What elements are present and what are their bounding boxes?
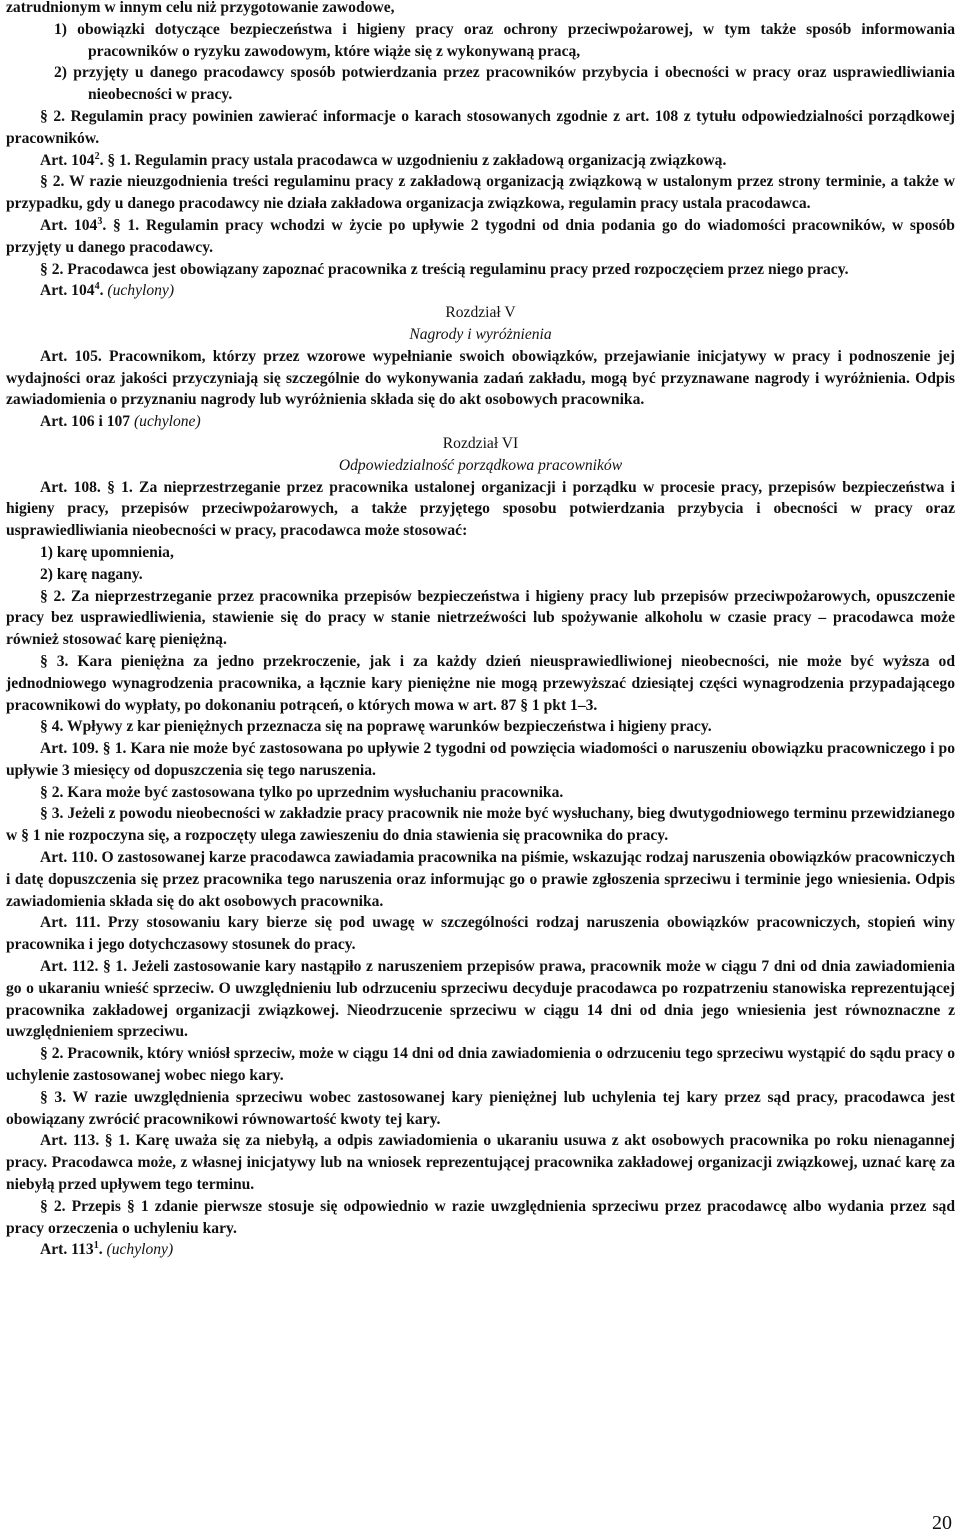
list-item: 1) karę upomnienia, <box>40 543 174 561</box>
article-113: Art. 113. § 1. Karę uważa się za niebyłą, a odpis zawiadomienia o ukaraniu usuwa z akt osobowych pracownika po roku nienagannej pracy. Pracodawca może, z własnej inicjatywy lub na wniosek reprezentującej pracownika zakładowej organizacji związkowej, uznać karę za niebyłą przed upływem tego terminu. <box>6 1132 955 1194</box>
article-105: Art. 105. Pracownikom, którzy przez wzorowe wypełnianie swoich obowiązków, przejawianie inicjatywy w pracy i podnoszenie jej wydajności oraz jakości przyczyniają się szczególnie do wykonywania zadań zakładu, mogą być przyznawane nagrody i wyróżnienia. Odpis zawiadomienia o przyznaniu nagrody lub wyróżnienia składa się do akt osobowych pracownika. <box>6 347 955 409</box>
page-number: 20 <box>932 1512 952 1534</box>
paragraph: § 3. W razie uwzględnienia sprzeciwu wobec zastosowanej kary pieniężnej lub uchylenia tej kary przez sąd pracy, pracodawca jest obowiązany zwrócić pracownikowi równowartość kwoty tej kary. <box>6 1088 955 1128</box>
article-104-4: Art. $104^4$. (uchylony) <box>40 281 175 300</box>
article-109: Art. 109. § 1. Kara nie może być zastosowana po upływie 2 tygodni od powzięcia wiadomości o naruszeniu obowiązku pracowniczego i po upływie 3 miesięcy od dopuszczenia się tego naruszenia. <box>6 740 955 779</box>
list-item: 2) karę nagany. <box>40 565 143 583</box>
chapter-title: Rozdział VI <box>442 434 519 452</box>
article-111: Art. 111. Przy stosowaniu kary bierze się pod uwagę w szczególności rodzaj naruszenia obowiązków pracowniczych, stopień winy pracownika i jego dotychczasowy stosunek do pracy. <box>6 914 955 954</box>
article-104-2: Art. $104^2$. § 1. Regulamin pracy ustala pracodawca w uzgodnieniu z zakładową organizacją związkową. <box>40 150 727 169</box>
chapter-title: Rozdział V <box>445 304 516 322</box>
document-body <box>6 0 955 1261</box>
chapter-subtitle: Nagrody i wyróżnienia <box>409 325 552 343</box>
paragraph: § 2. Kara może być zastosowana tylko po uprzednim wysłuchaniu pracownika. <box>40 783 564 801</box>
article-108: Art. 108. § 1. Za nieprzestrzeganie przez pracownika ustalonej organizacji i porządku w procesie pracy, przepisów bezpieczeństwa i higieny pracy, przepisów przeciwpożarowych, a także przyjętego sposobu potwierdzania przybycia i obecności w pracy oraz usprawiedliwiania nieobecności w pracy, pracodawca może stosować: <box>6 478 955 540</box>
paragraph: § 2. Za nieprzestrzeganie przez pracownika przepisów bezpieczeństwa i higieny pracy lub przepisów przeciwpożarowych, opuszczenie pracy bez usprawiedliwienia, stawienie się do pracy w stanie nietrzeźwości lub spożywanie alkoholu w czasie pracy – pracodawca może również stosować karę pieniężną. <box>6 587 955 649</box>
paragraph: § 4. Wpływy z kar pieniężnych przeznacza się na poprawę warunków bezpieczeństwa i higieny pracy. <box>40 718 712 736</box>
chapter-subtitle: Odpowiedzialność porządkowa pracowników <box>338 456 623 474</box>
article-112: Art. 112. § 1. Jeżeli zastosowanie kary nastąpiło z naruszeniem przepisów prawa, pracownik może w ciągu 7 dni od dnia zawiadomienia go o ukaraniu wnieść sprzeciw. O uwzględnieniu lub odrzuceniu sprzeciwu decyduje pracodawca po rozpatrzeniu stanowiska reprezentującej pracownika zakładowej organizacji związkowej. Nieodrzucenie sprzeciwu w ciągu 14 dni od dnia jego wniesienia jest równoznaczne z uwzględnieniem sprzeciwu. <box>6 958 955 1041</box>
article-113-1: Art. $113^1$. (uchylony) <box>40 1240 174 1259</box>
paragraph: § 2. Pracodawca jest obowiązany zapoznać pracownika z treścią regulaminu pracy przed rozpoczęciem przez niego pracy. <box>40 260 849 278</box>
paragraph: § 2. W razie nieuzgodnienia treści regulaminu pracy z zakładową organizacją związkową w ustalonym przez strony terminie, a także w przypadku, gdy u danego pracodawcy nie działa zakładowa organizacja związkowa, regulamin pracy ustala pracodawca. <box>6 173 955 213</box>
paragraph: § 3. Jeżeli z powodu nieobecności w zakładzie pracy pracownik nie może być wysłuchany, bieg dwutygodniowego terminu przewidzianego w § 1 nie rozpoczyna się, a rozpoczęty ulega zawieszeniu do dnia stawienia się pracownika do pracy. <box>6 805 955 845</box>
paragraph: § 2. Przepis § 1 zdanie pierwsze stosuje się odpowiednio w razie uwzględnienia sprzeciwu przez pracodawcę albo wydania przez sąd pracy orzeczenia o uchyleniu kary. <box>6 1197 955 1237</box>
paragraph: § 2. Pracownik, który wniósł sprzeciw, może w ciągu 14 dni od dnia zawiadomienia o odrzuceniu tego sprzeciwu wystąpić do sądu pracy o uchylenie zastosowanej wobec niego kary. <box>6 1045 955 1085</box>
paragraph: § 2. Regulamin pracy powinien zawierać informacje o karach stosowanych zgodnie z art. 108 z tytułu odpowiedzialności porządkowej pracowników. <box>6 107 955 147</box>
article-104-3: Art. $104^3$. § 1. Regulamin pracy wchodzi w życie po upływie 2 tygodni od dnia podania go do wiadomości pracowników, w sposób przyjęty u danego pracodawcy. <box>6 215 955 256</box>
paragraph: § 3. Kara pieniężna za jedno przekroczenie, jak i za każdy dzień nieusprawiedliwionej nieobecności, nie może być wyższa od jednodniowego wynagrodzenia pracownika, a łącznie kary pieniężne nie mogą przewyższać dziesiątej części wynagrodzenia przypadającego pracownikowi do wypłaty, po dokonaniu potrąceń, o których mowa w art. 87 § 1 pkt 1–3. <box>6 652 955 714</box>
list-item: 1) obowiązki dotyczące bezpieczeństwa i higieny pracy oraz ochrony przeciwpożarowej, w tym także sposób informowania pracowników o ryzyku zawodowym, które wiąże się z wykonywaną pracą, <box>54 20 955 60</box>
article-110: Art. 110. O zastosowanej karze pracodawca zawiadamia pracownika na piśmie, wskazując rodzaj naruszenia obowiązków pracowniczych i datę dopuszczenia się przez pracownika tego naruszenia oraz informując go o prawie zgłoszenia sprzeciwu i terminie jego wniesienia. Odpis zawiadomienia składa się do akt osobowych pracownika. <box>6 849 955 910</box>
paragraph: zatrudnionym w innym celu niż przygotowanie zawodowe, <box>6 0 395 16</box>
list-item: 2) przyjęty u danego pracodawcy sposób potwierdzania przez pracowników przybycia i obecności w pracy oraz usprawiedliwiania nieobecności w pracy. <box>54 64 955 104</box>
article-106-107: Art. 106 i 107 (uchylone) <box>40 413 201 431</box>
